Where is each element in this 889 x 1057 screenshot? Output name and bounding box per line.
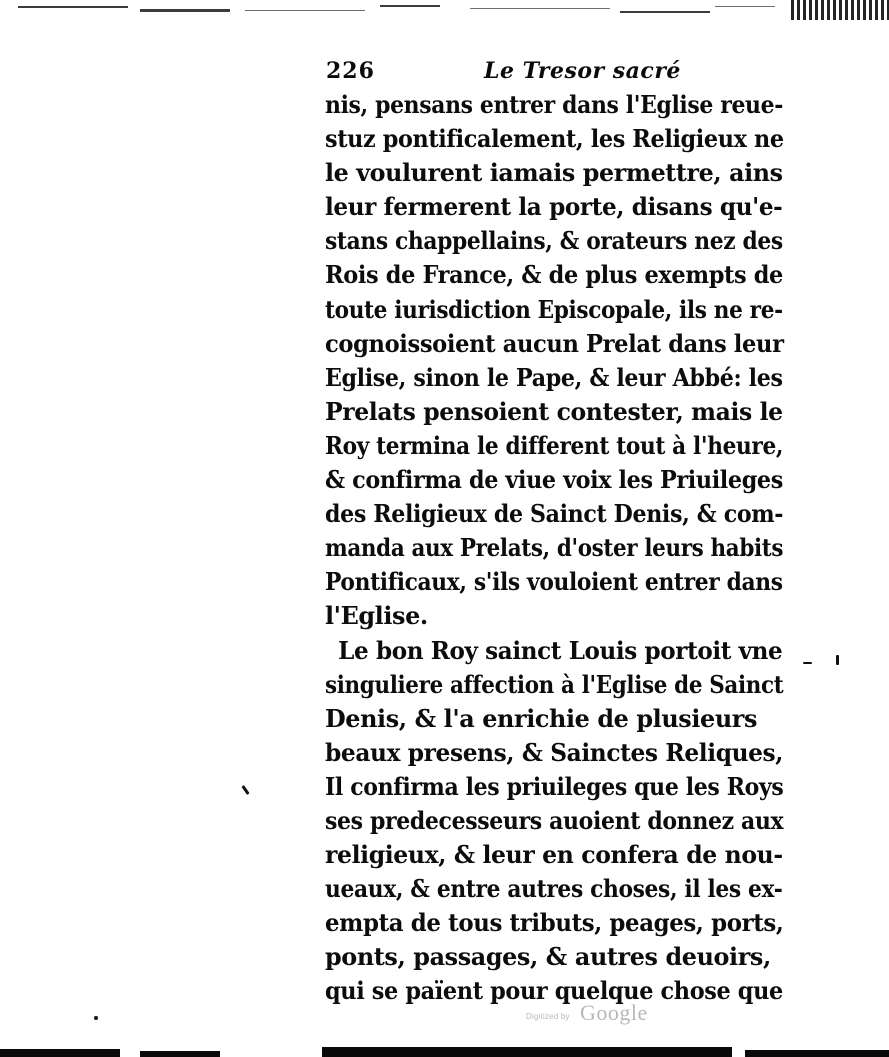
watermark-small-text: Digitized by: [526, 1012, 570, 1021]
text-line: ponts, passages, & autres deuoirs,: [325, 942, 771, 972]
text-line: leur fermerent la porte, disans qu'e-: [325, 192, 783, 222]
text-line: Prelats pensoient contester, mais le: [325, 396, 783, 426]
body-text: [325, 88, 795, 1009]
text-line: ueaux, & entre autres choses, il les ex-: [325, 874, 783, 904]
digitized-watermark: [526, 1000, 676, 1026]
text-line: empta de tous tributs, peages, ports,: [325, 908, 784, 938]
text-line: le voulurent iamais permettre, ains: [325, 158, 783, 188]
page-number: 226: [326, 58, 375, 84]
top-scan-edge: [0, 0, 889, 22]
ink-speck: [836, 655, 839, 665]
text-line: nis, pensans entrer dans l'Eglise reue-: [325, 90, 783, 119]
top-right-edge-artifact: [791, 0, 889, 20]
text-line: l'Eglise.: [325, 601, 428, 631]
ink-speck: [94, 1016, 98, 1020]
text-line: cognoissoient aucun Prelat dans leur: [325, 328, 784, 358]
text-line: des Religieux de Sainct Denis, & com-: [325, 499, 784, 529]
text-line: Eglise, sinon le Pape, & leur Abbé: les: [325, 362, 783, 392]
text-line: Denis, & l'a enrichie de plusieurs: [325, 703, 758, 733]
text-line: Pontificaux, s'ils vouloient entrer dans: [325, 567, 783, 597]
text-line: ses predecesseurs auoient donnez aux: [325, 805, 784, 835]
running-title: Le Tresor sacré: [484, 58, 681, 84]
bottom-scan-edge: [0, 1041, 889, 1057]
text-line: religieux, & leur en confera de nou-: [325, 840, 783, 870]
text-line: Rois de France, & de plus exempts de: [325, 260, 783, 290]
text-line: & confirma de viue voix les Priuileges: [325, 465, 783, 495]
text-line: singuliere affection à l'Eglise de Sainct: [325, 669, 784, 699]
ink-speck: [803, 662, 812, 664]
text-line: toute iurisdiction Episcopale, ils ne re-: [325, 294, 783, 324]
text-line: Il confirma les priuileges que les Roys: [325, 771, 784, 801]
text-line: manda aux Prelats, d'oster leurs habits: [325, 533, 784, 563]
google-logo-text: Google: [580, 1000, 648, 1025]
text-line: stans chappellains, & orateurs nez des: [325, 226, 783, 256]
text-line: stuz pontificalement, les Religieux ne: [325, 124, 784, 154]
ink-speck: [241, 785, 249, 795]
text-line: beaux presens, & Sainctes Reliques,: [325, 737, 784, 767]
paragraph-start-line: Le bon Roy sainct Louis portoit vne: [338, 635, 783, 665]
page-header: [326, 52, 726, 88]
text-line: Roy termina le different tout à l'heure,: [325, 430, 784, 460]
text-line: qui se païent pour quelque chose que: [325, 976, 783, 1006]
